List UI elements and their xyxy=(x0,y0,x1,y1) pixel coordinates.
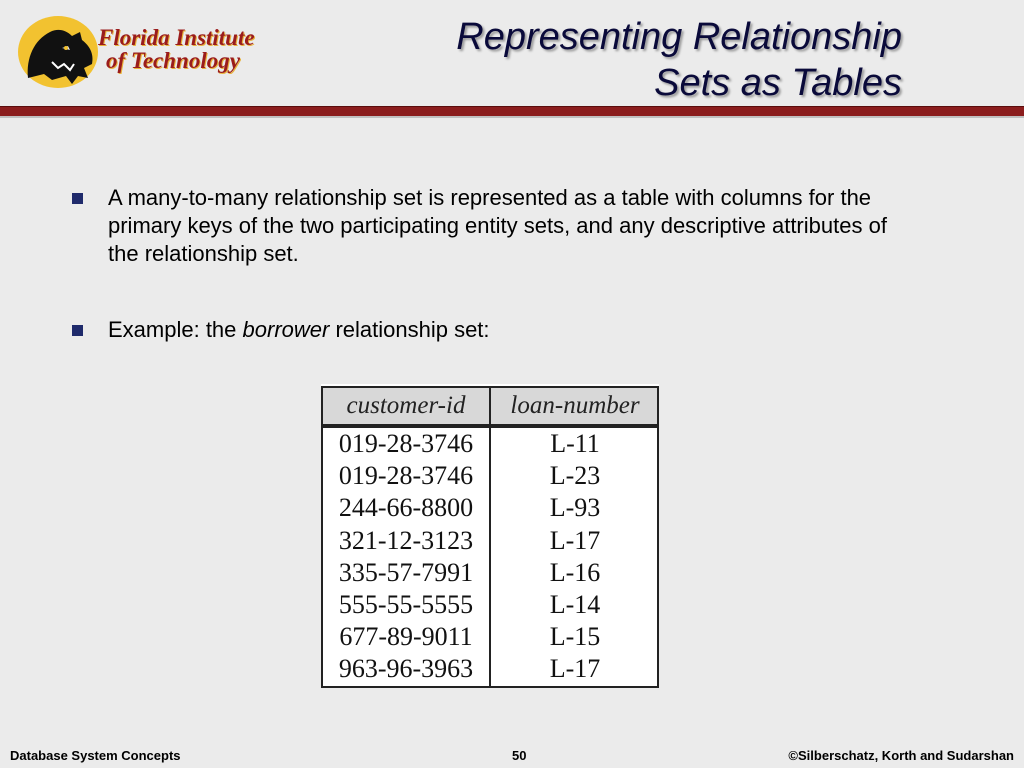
square-bullet-icon xyxy=(72,325,83,336)
table-cell: 244-66-8800 xyxy=(338,493,474,523)
bullet-list xyxy=(72,184,912,344)
table-cell: 019-28-3746 xyxy=(338,461,474,491)
header-loan-number: loan-number xyxy=(489,388,659,424)
slide-title xyxy=(456,14,902,106)
logo-text xyxy=(98,26,255,72)
table-cell: L-17 xyxy=(549,525,601,555)
table-cell: 963-96-3963 xyxy=(338,654,474,684)
table-cell: L-17 xyxy=(549,654,601,684)
table-cell: L-11 xyxy=(550,429,600,458)
table-header xyxy=(321,386,659,426)
bullet-text: A many-to-many relationship set is represented as a table with columns for the primary keys of the two participating entity sets, and any descriptive attributes of the relationship set. xyxy=(108,185,887,266)
footer-course: Database System Concepts xyxy=(10,748,181,763)
logo-line1: Florida Institute xyxy=(98,25,255,50)
bullet-item xyxy=(72,184,912,268)
footer-copyright: ©Silberschatz, Korth and Sudarshan xyxy=(788,748,1014,763)
table-cell: 555-55-5555 xyxy=(338,590,474,620)
title-line1: Representing Relationship xyxy=(456,16,902,58)
page-number: 50 xyxy=(512,748,527,763)
table-cell: L-16 xyxy=(549,557,601,587)
table-cell: L-14 xyxy=(549,590,601,620)
borrower-table xyxy=(321,384,659,688)
table-cell: 677-89-9011 xyxy=(339,622,473,652)
customer-id-column xyxy=(323,428,489,686)
header-divider xyxy=(0,106,1024,118)
bullet-suffix: relationship set: xyxy=(329,317,490,342)
table-cell: 019-28-3746 xyxy=(338,429,474,458)
table-body xyxy=(321,426,659,688)
table-cell: 321-12-3123 xyxy=(338,525,474,555)
fit-logo xyxy=(18,14,258,92)
header-customer-id: customer-id xyxy=(346,392,466,419)
title-line2: Sets as Tables xyxy=(654,62,902,104)
table-cell: L-93 xyxy=(549,493,601,523)
slide-footer xyxy=(0,740,1024,768)
table-cell: L-23 xyxy=(549,461,601,491)
bullet-prefix: Example: the xyxy=(108,317,243,342)
bullet-item xyxy=(72,316,912,344)
bullet-emphasis: borrower xyxy=(242,317,330,342)
panther-icon xyxy=(22,18,106,90)
table-cell: 335-57-7991 xyxy=(338,557,474,587)
loan-number-column xyxy=(489,428,659,686)
square-bullet-icon xyxy=(72,193,83,204)
logo-line2: of Technology xyxy=(106,48,240,73)
table-cell: L-15 xyxy=(549,622,601,652)
